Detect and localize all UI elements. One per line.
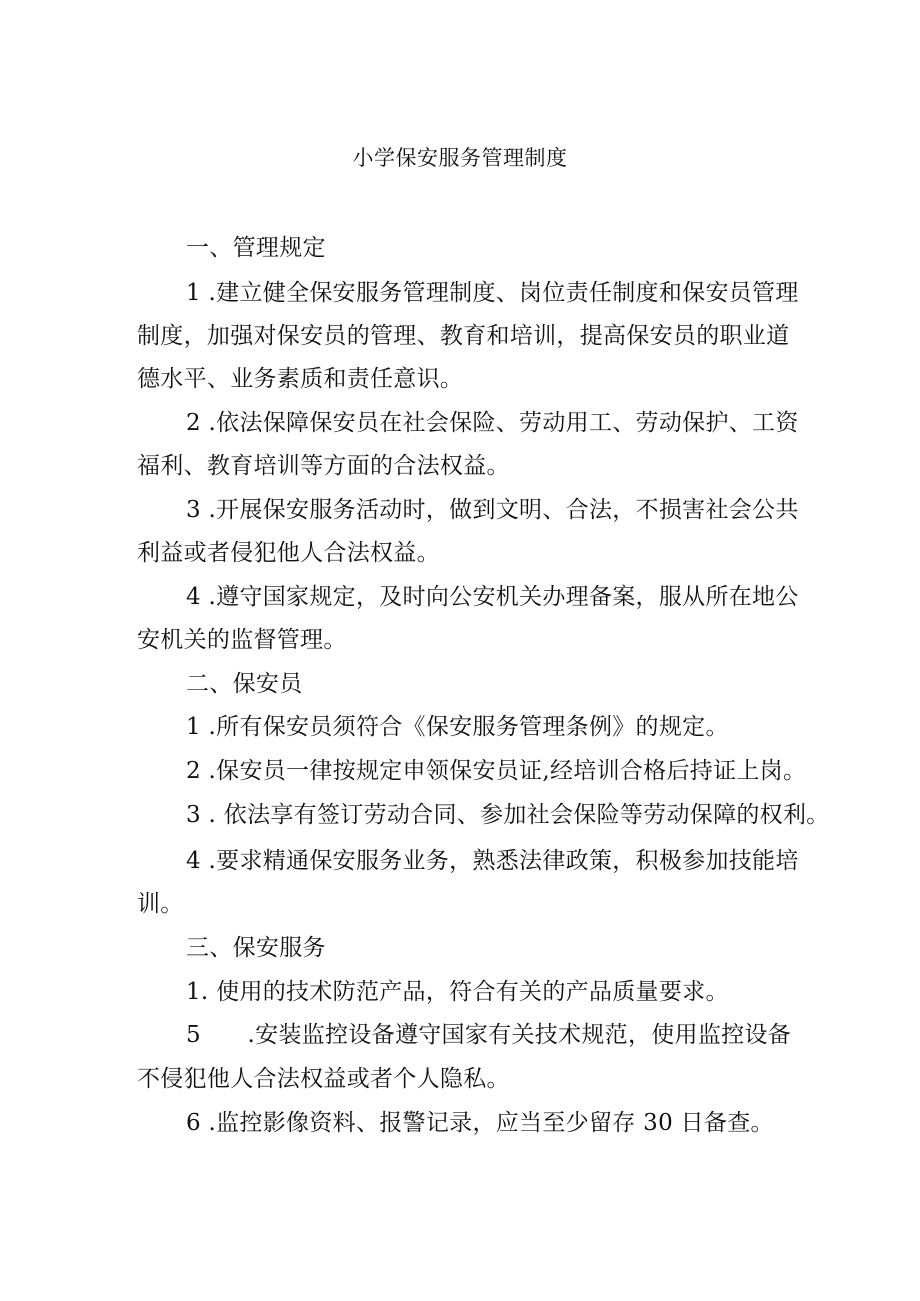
paragraph-line: 5 .安装监控设备遵守国家有关技术规范，使用监控设备: [186, 1022, 792, 1048]
paragraph-line: 3 . 依法享有签订劳动合同、参加社会保险等劳动保障的权利。: [186, 802, 830, 828]
document-title: 小学保安服务管理制度: [352, 146, 568, 170]
section-heading-1: 一、管理规定: [186, 235, 326, 261]
paragraph-line: 安机关的监督管理。: [137, 627, 347, 653]
paragraph-line: 1 .所有保安员须符合《保安服务管理条例》的规定。: [186, 714, 729, 740]
paragraph-line: 制度，加强对保安员的管理、教育和培训，提高保安员的职业道: [137, 323, 790, 349]
paragraph-line: 3 .开展保安服务活动时，做到文明、合法，不损害社会公共: [186, 497, 799, 523]
paragraph-line: 利益或者侵犯他人合法权益。: [137, 540, 440, 566]
section-heading-2: 二、保安员: [186, 671, 303, 697]
paragraph-line: 训。: [137, 891, 184, 917]
paragraph-line: 6 .监控影像资料、报警记录，应当至少留存 30 日备查。: [186, 1110, 774, 1136]
paragraph-line: 不侵犯他人合法权益或者个人隐私。: [137, 1066, 510, 1092]
paragraph-line: 2 .依法保障保安员在社会保险、劳动用工、劳动保护、工资: [186, 410, 799, 436]
paragraph-line: 4 .遵守国家规定，及时向公安机关办理备案，服从所在地公: [186, 584, 799, 610]
section-heading-3: 三、保安服务: [186, 935, 326, 961]
paragraph-line: 1. 使用的技术防范产品，符合有关的产品质量要求。: [186, 979, 729, 1005]
paragraph-line: 1 .建立健全保安服务管理制度、岗位责任制度和保安员管理: [186, 280, 799, 306]
paragraph-line: 福利、教育培训等方面的合法权益。: [137, 453, 510, 479]
paragraph-line: 德水平、业务素质和责任意识。: [137, 366, 464, 392]
paragraph-line: 4 .要求精通保安服务业务，熟悉法律政策，积极参加技能培: [186, 848, 799, 874]
paragraph-line: 2 .保安员一律按规定申领保安员证,经培训合格后持证上岗。: [186, 758, 807, 784]
